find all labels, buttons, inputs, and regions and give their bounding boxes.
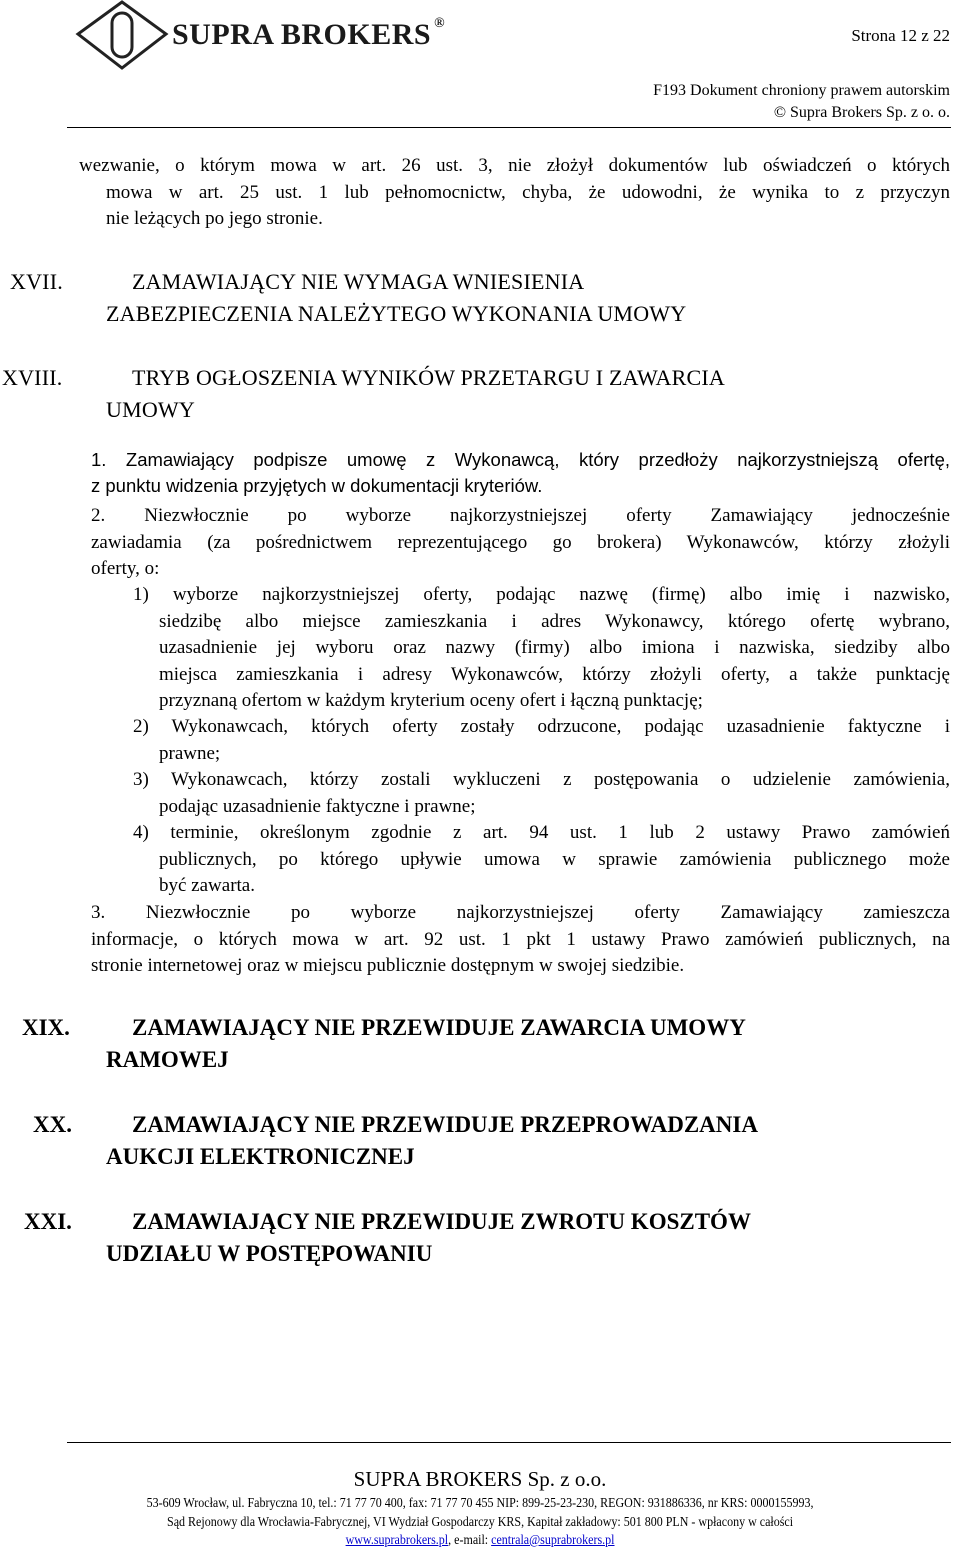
footer-address: 53-609 Wrocław, ul. Fabryczna 10, tel.: 71 77 70 400, fax: 71 77 70 455 NIP: 899-25-23-230, REGON: 931886336, nr KRS: 0000155993, — [146, 1495, 814, 1510]
brand-text: SUPRA BROKERS — [172, 18, 432, 51]
list-item-line: 1) wyborze najkorzystniejszej oferty, podając nazwę (firmę) albo imię i nazwisko, — [133, 584, 950, 605]
section-heading: ZAMAWIAJĄCY NIE PRZEWIDUJE ZWROTU KOSZTÓW — [132, 1209, 751, 1234]
supra-brokers-logo — [74, 0, 170, 70]
paragraph-line: 2. Niezwłocznie po wyborze najkorzystniejszej oferty Zamawiający jednocześnie — [91, 505, 950, 526]
email-prefix: , e-mail: — [448, 1532, 492, 1547]
website-link[interactable]: www.suprabrokers.pl — [345, 1532, 449, 1547]
copyright-note: © Supra Brokers Sp. z o. o. — [773, 104, 950, 121]
list-item-continuation — [159, 794, 950, 821]
section-heading: RAMOWEJ — [106, 1047, 229, 1072]
page-indicator: Strona 12 z 22 — [851, 26, 950, 45]
document-code: F193 Dokument chroniony prawem autorskim — [653, 82, 950, 99]
paragraph-1 — [91, 447, 950, 499]
section-heading: ZAMAWIAJĄCY NIE PRZEWIDUJE ZAWARCIA UMOWY — [132, 1015, 746, 1040]
paragraph-line: stronie internetowej oraz w miejscu publicznie dostępnym w swojej siedzibie. — [91, 955, 685, 976]
brand-name — [172, 18, 445, 52]
list-item-continuation — [159, 847, 950, 900]
list-item — [133, 767, 950, 794]
list-item-line: 3) Wykonawcach, którzy zostali wykluczeni z postępowania o udzielenie zamówienia, — [133, 769, 950, 790]
paragraph-line: oferty, o: — [91, 558, 160, 579]
list-item — [133, 714, 950, 741]
footer-contact — [0, 1532, 960, 1548]
document-note — [653, 80, 950, 124]
list-item-line: publicznych, po którego upływie umowa w sprawie zamówienia publicznego może — [159, 848, 950, 870]
section-number: XVII. — [10, 269, 63, 294]
registered-mark: ® — [434, 16, 446, 31]
intro-continuation — [106, 180, 950, 233]
list-item-line: miejsca zamieszkania i adresy Wykonawców, którzy złożyli oferty, a także punktację — [159, 663, 950, 685]
section-number: XIX. — [22, 1015, 70, 1040]
list-item-line: prawne; — [159, 742, 221, 764]
section-heading: ZAMAWIAJĄCY NIE WYMAGA WNIESIENIA — [132, 269, 585, 294]
list-item-line: siedzibę albo miejsce zamieszkania i adres Wykonawcy, którego ofertę wybrano, — [159, 610, 950, 632]
list-item-continuation — [159, 609, 950, 715]
footer-rule — [67, 1442, 951, 1443]
paragraph-3 — [91, 900, 950, 980]
intro-paragraph — [79, 153, 950, 180]
footer-court: Sąd Rejonowy dla Wrocławia-Fabrycznej, VI Wydział Gospodarczy KRS, Kapitał zakładowy: 501 800 PLN - wpłacony w całości — [167, 1514, 794, 1529]
email-link[interactable]: centrala@suprabrokers.pl — [491, 1532, 615, 1547]
paragraph-line: 3. Niezwłocznie po wyborze najkorzystniejszej oferty Zamawiający zamieszcza — [91, 902, 950, 923]
section-number: XXI. — [24, 1209, 72, 1234]
section-number: XVIII. — [2, 365, 63, 390]
section-heading: ZABEZPIECZENIA NALEŻYTEGO WYKONANIA UMOWY — [106, 301, 687, 326]
list-item-line: 4) terminie, określonym zgodnie z art. 94 ust. 1 lub 2 ustawy Prawo zamówień — [133, 822, 950, 843]
section-heading: ZAMAWIAJĄCY NIE PRZEWIDUJE PRZEPROWADZANIA — [132, 1112, 758, 1137]
paragraph-line: zawiadamia (za pośrednictwem reprezentującego go brokera) Wykonawców, którzy złożyli — [91, 531, 950, 553]
section-heading: UMOWY — [106, 397, 195, 422]
section-heading: TRYB OGŁOSZENIA WYNIKÓW PRZETARGU I ZAWARCIA — [132, 365, 725, 390]
list-item-line: uzasadnienie jej wyboru oraz nazwy (firmy) albo imiona i nazwiska, siedziby albo — [159, 637, 950, 658]
list-item-line: 2) Wykonawcach, których oferty zostały odrzucone, podając uzasadnienie faktyczne i — [133, 716, 950, 737]
list-item-line: być zawarta. — [159, 875, 255, 896]
intro-line: wezwanie, o którym mowa w art. 26 ust. 3, nie złożył dokumentów lub oświadczeń o których — [79, 155, 950, 176]
paragraph-line: 1. Zamawiający podpisze umowę z Wykonawcą, który przedłoży najkorzystniejszą ofertę, — [91, 449, 950, 470]
section-heading: UDZIAŁU W POSTĘPOWANIU — [106, 1241, 433, 1266]
paragraph-line: informacje, o których mowa w art. 92 ust. 1 pkt 1 ustawy Prawo zamówień publicznych, na — [91, 928, 950, 950]
intro-line: mowa w art. 25 ust. 1 lub pełnomocnictw, chyba, że udowodni, że wynika to z przyczyn — [106, 181, 950, 203]
paragraph-line: z punktu widzenia przyjętych w dokumentacji kryteriów. — [91, 475, 543, 496]
paragraph-2 — [91, 503, 950, 583]
list-item — [133, 820, 950, 847]
section-number: XX. — [33, 1112, 72, 1137]
section-heading: AUKCJI ELEKTRONICZNEJ — [106, 1144, 415, 1169]
footer-company: SUPRA BROKERS Sp. z o.o. — [353, 1467, 607, 1491]
list-item-line: podając uzasadnienie faktyczne i prawne; — [159, 795, 476, 817]
intro-line: nie leżących po jego stronie. — [106, 208, 323, 229]
header-rule — [67, 127, 951, 128]
list-item-continuation — [159, 741, 950, 768]
list-item-line: przyznaną ofertom w każdym kryterium oceny ofert i łączną punktację; — [159, 690, 703, 711]
list-item — [133, 582, 950, 609]
